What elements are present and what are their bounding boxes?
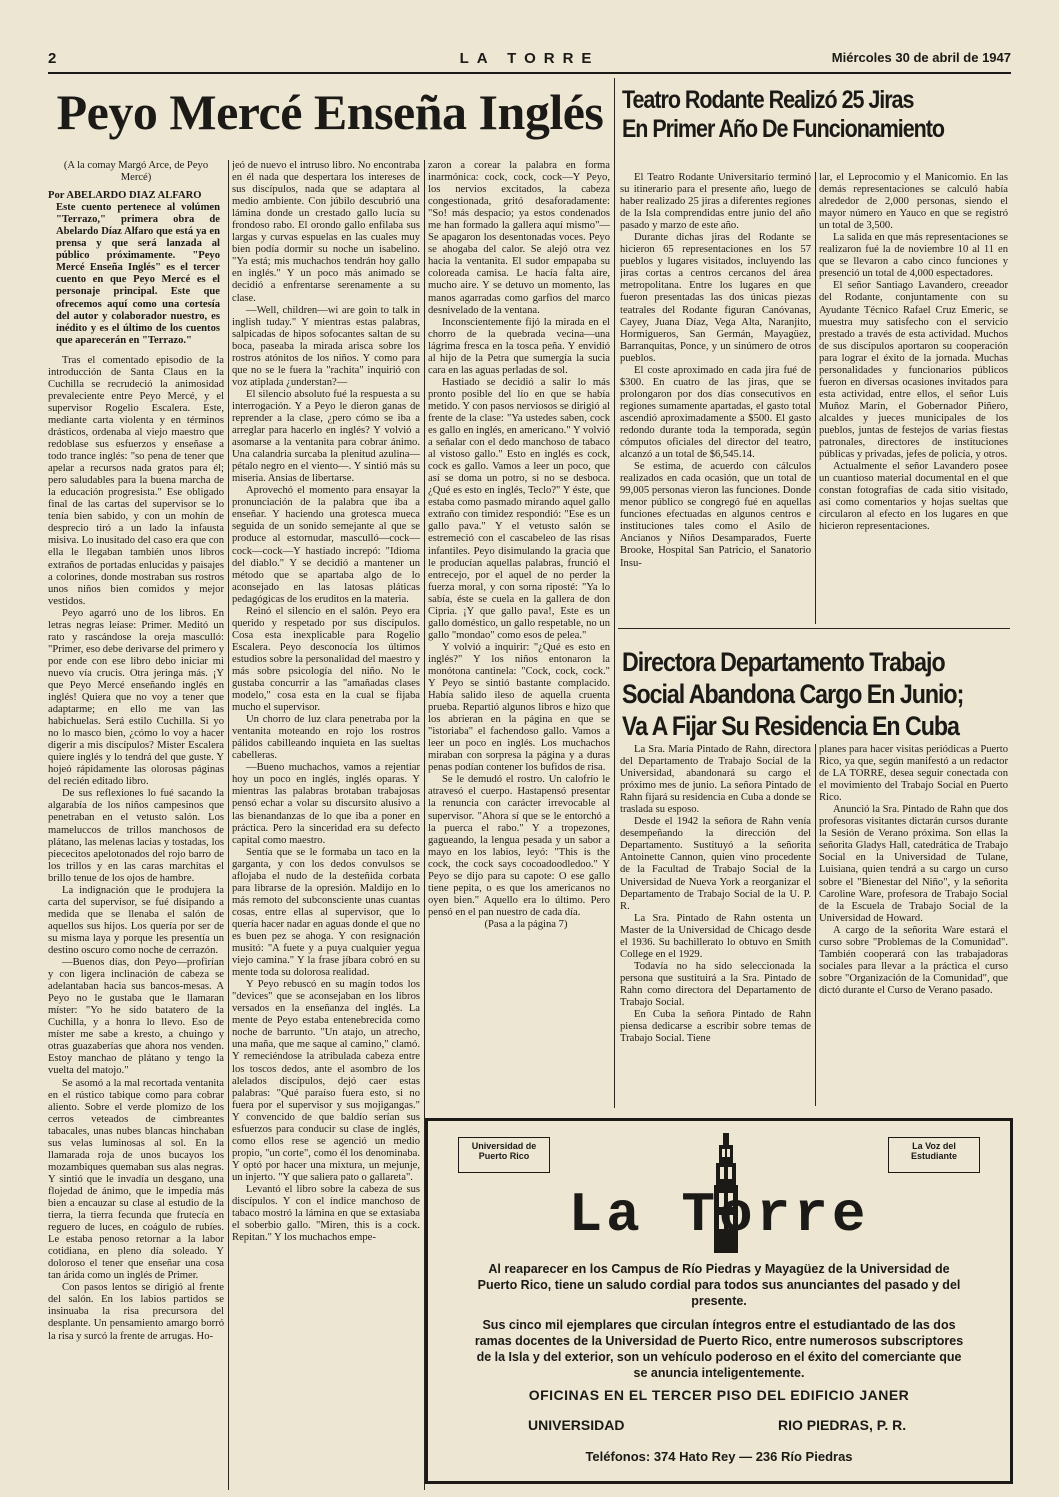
ad-paragraph-2: Sus cinco mil ejemplares que circulan íntegros entre el estudiantado de las dos ramas docentes de la Universidad de Puerto Rico, entre numerosos subscriptores de la Isla y del exterior, son un vehículo poderoso en el éxito del comerciante que se anuncia inteligentemente. (474, 1318, 964, 1380)
paragraph: Hastiado se decidió a salir lo más pronto posible del lío en que se había metido. Y con pasos nerviosos se dirigió al frente de la clase: "Ya ustedes saben, cock es gallo en inglés, en americano." Y volvió a señalar con el dedo manchoso de tabaco al vistoso gallo." Esto en inglés es cock, cock es gallo. Vamos a leer un poco, que así se doma un potro, si no se desboca. ¿Qué es esto en inglés, Teclo?" Y éste, que estaba como pasmado mirando aquel gallo extraño con timidez respondió: "Ese es un gallo pava." Y el vetusto salón se estremeció con el cascabeleo de las risas infantiles. Peyo disimulando la gracia que le producían aquellas palabras, frunció el entrecejo, por el aquel de no perder la fuerza moral, y con sorna riposté: "Ya lo sabía, éste se cuela en la gallera de don Cipria. ¡Y que gallo pava!, Este es un gallo doméstico, un gallo respetable, no un gallo "mondao" como esos de pelea." (428, 376, 610, 641)
paragraph: Inconscientemente fijó la mirada en el chorro de la quebrada vecina—una lágrima fresca en la tosca peña. Y envidió al hijo de la Petra que sumergía la sucia cara en las aguas perladas de sol. (428, 316, 610, 376)
article1-column-3 (428, 160, 610, 1100)
paragraph: Reinó el silencio en el salón. Peyo era querido y respetado por sus discípulos. Cosa esta inexplicable para Rogelio Escalera. Peyo desconocía los últimos estudios sobre la personalidad del maestro y más sobre psicología del niño. No le gustaba concurrir a las "amañadas clases modelo," cosa esta en la cual se fijaba mucho el supervisor. (232, 605, 420, 714)
paragraph: A cargo de la señorita Ware estará el curso sobre "Problemas de la Comunidad". También cooperará con las trabajadoras sociales para llevar a la práctica el curso sobre "Organización de la Comunidad", que dictó durante el Curso de Verano pasado. (819, 924, 1008, 996)
ad-offices: OFICINAS EN EL TERCER PISO DEL EDIFICIO JANER (528, 1387, 910, 1403)
paragraph: Con pasos lentos se dirigió al frente del salón. En los labios partidos se insinuaba la risa precursora del desplante. Un pensamiento amargo borró la risa y surcó la frente de arrugas. Ho- (48, 1282, 224, 1342)
byline: Por ABELARDO DIAZ ALFARO (48, 190, 202, 202)
column-divider (815, 172, 816, 624)
paragraph: Peyo agarró uno de los libros. En letras negras leíase: Primer. Meditó un rato y rascándose la oreja masculló: "Primer, eso debe derivarse del primero y por ende con ese libro debo iniciar mi nuevo vía crucis. Otra jeringa más. ¡Y que Peyo Mercé enseñando inglés en inglés! Quiera que no voy a tener que adaptarme; en ello me van las habichuelas. Será estilo Cuchilla. Si yo no lo masco bien, ¿cómo lo voy a hacer digerir a mis discípulos? Mister Escalera quiere inglés y lo tendrá del que guste. Y hojeó rápidamente las olorosas páginas del recién editado libro. (48, 607, 224, 788)
intro-note: Este cuento pertenece al volúmen "Terrazo," primera obra de Abelardo Díaz Alfaro que está ya en prensa y que será lanzada al público próximamente. "Peyo Mercé Enseña Inglés" es el tercer cuento en que Peyo Mercé es el personaje principal. Este que ofrecemos aquí como una cortesía del autor y colaborador nuestro, es inédito y es el último de los cuentos que aparecerán en "Terrazo." (56, 202, 220, 346)
paragraph: En Cuba la señora Pintado de Rahn piensa dedicarse a escribir sobre temas de Trabajo Social. Tiene (620, 1009, 811, 1045)
paragraph: jeó de nuevo el intruso libro. No encontraba en él nada que despertara los intereses de sus discípulos, nada que se adaptara al medio ambiente. Con júbilo descubrió una lámina donde un crestado gallo lucía su frondoso rabo. El orondo gallo enfilaba sus largas y curvas espuelas en las cuales muy bien podía dormir su noche un isabelino. "Ya está; mis muchachos tendrán hoy gallo en inglés." Y un poco más animado se decidió a enfrentarse serenamente a su clase. (232, 160, 420, 304)
paragraph: Y Peyo rebuscó en su magín todos los "devices" que se aconsejaban en los libros versados en la enseñanza del inglés. La mente de Peyo estaba entenebrecida como noche de barrunto. "Un atajo, un atrecho, una maña, que me saque al camino," clamó. Y remeciéndose la atribulada cabeza entre los toscos dedos, ante el asombro de los alelados discípulos, dejó caer estas palabras: "Qué paraíso fuera esto, si no fuera por el supervisor y sus mojigangas." Y convencido de que baldío serían sus esfuerzos para conducir su clase de inglés, como ellos rese se agenció un medio propio, "un corte", como él los denominaba. Y optó por hacer una mixtura, un mejunje, un injerto. "Y que saliera pato o gallareta". (232, 979, 420, 1183)
article1-column-2 (232, 160, 420, 1492)
paragraph: Aprovechó el momento para ensayar la pronunciación de la palabra que iba a enseñar. Y haciendo una grotesca mueca seguida de un sonido semejante al que se produce al estornudar, masculló—cock—cock—cock—Y hastiado increpó: "Idioma del diablo." Y se decidió a mantener un método que se apartaba algo de lo aconsejado en las latosas pláticas pedagógicas de los eruditos en la materia. (232, 485, 420, 605)
masthead (48, 50, 1011, 72)
paragraph: De sus reflexiones lo fué sacando la algarabía de los niños campesinos que penetraban en el vetusto salón. Los mameluccos de trillos manchosos de plátano, las melenas lacias y tostadas, los piececitos apelotonados del rojo barro de los trillos y en las caras marchitas el brillo tenue de los ojos de hambre. (48, 788, 224, 884)
paragraph: La Sra. María Pintado de Rahn, directora del Departamento de Trabajo Social de la Universidad, abandonará su cargo el próximo mes de junio. La señora Pintado de Rahn fijará su residencia en Cuba a donde se traslada su esposo. (620, 744, 811, 816)
article2-column-1 (620, 172, 811, 624)
paragraph: —Well, children—wi are goin to talk in inglish tuday." Y mientras estas palabras, salpicadas de hipos sofocantes saltan de su boca, paseaba la mirada arisca sobre los rostros atónitos de los niños. Y como para que no se le fuera la "rachita" inquirió con voz atiplada ¿understan?— (232, 304, 420, 388)
ad-place-left: UNIVERSIDAD (528, 1417, 625, 1433)
page-number: 2 (48, 50, 57, 67)
paragraph: Levantó el libro sobre la cabeza de sus discípulos. Y con el índice manchoso de tabaco mostró la lámina en que se extasiaba el soberbio gallo. "Miren, this is a cock. Repitan." Y los muchachos empe- (232, 1183, 420, 1244)
paragraph: La Sra. Pintado de Rahn ostenta un Master de la Universidad de Chicago desde el 1936. Su bachillerato lo obtuvo en Smith College en el 1929. (620, 912, 811, 960)
la-torre-logo: La Torre (568, 1183, 870, 1247)
paragraph: Se estima, de acuerdo con cálculos realizados en cada ocasión, que un total de 99,005 personas vieron las funciones. Donde menor público se congregó fué en aquellas funciones efectuadas en algunos centros e instituciones tales como el Asilo de Ancianos y Niños Desamparados, Fuerte Brooke, Hospital San Patricio, el Sanatorio Insu- (620, 461, 811, 569)
article-headline-teatro: Teatro Rodante Realizó 25 Jiras En Primer Año De Funcionamiento (622, 86, 945, 143)
column-divider (614, 78, 615, 1108)
ad-phones: Teléfonos: 374 Hato Rey — 236 Río Piedras (585, 1449, 853, 1464)
paragraph: El coste aproximado en cada jira fué de $300. En cuatro de las jiras, que se prolongaron por dos días consecutivos en regiones sumamente apartadas, el gasto total ascendió aproximadamente a $500. El gasto redondo durante toda la temporada, según cómputos oficiales del director del teatro, alcanzó a un total de $6,545.14. (620, 364, 811, 461)
dedication: (A la comay Margó Arce, de Peyo Mercé) (63, 160, 209, 184)
paragraph: Anunció la Sra. Pintado de Rahn que dos profesoras visitantes dictarán cursos durante la Sesión de Verano próxima. Son ellas la señorita Gladys Hall, catedrática de Trabajo Social en la Universidad de Tulane, Luisiana, quien tendrá a su cargo un curso sobre el "Bienestar del Niño", y la señorita Caroline Ware, profesora de Trabajo Social de la Escuela de Trabajo Social de la Universidad de Howard. (819, 804, 1008, 924)
university-box: Universidad de Puerto Rico (458, 1137, 550, 1173)
paragraph: Se le demudó el rostro. Un calofrío le atravesó el cuerpo. Hastapensó presentar la renuncia con carácter irrevocable al supervisor. "Ahora sí que se le entorchó a la puerca el rabo." Y a tropezones, gagueando, la lengua pesada y un sabor a mayo en los labios, leyó: "This is the cock, the cock says cocoadoodledoo." Y Peyo se dijo para su capote: O ese gallo tiene pepita, o es que los americanos no oyen bien." Aquello era lo último. Pero pensó en el pan nuestro de cada día. (428, 774, 610, 918)
issue-date: Miércoles 30 de abril de 1947 (831, 50, 1011, 65)
paragraph: Desde el 1942 la señora de Rahn venía desempeñando la dirección del Departamento. Sustituyó a la señorita Antoinette Cannon, quien vino procedente de la Facultad de Trabajo Social de la Universidad de Nueva York a reorganizar el Departamento de Trabajo Social de la U. P. R. (620, 816, 811, 912)
article-headline-directora: Directora Departamento Trabajo Social Abandona Cargo En Junio; Va A Fijar Su Residencia En Cuba (622, 647, 964, 741)
paragraph: Durante dichas jiras del Rodante se hicieron 65 representaciones en los 57 pueblos y lugares visitados, incluyendo las jiras cortas a centros cercanos del área metropolitana. Entre los lugares en que fueron presentadas las dos únicas piezas teatrales del Rodante figuran Canóvanas, Cayey, Juana Díaz, Vega Alta, Naranjito, Hormigueros, San Germán, Mayagüez, Barranquitas, Ponce, y un sinúmero de otros pueblos. (620, 232, 811, 364)
paragraph: —Buenos días, don Peyo—profirían y con ligera inclinación de cabeza se adelantaban hacia sus bancos-mesas. A Peyo no le gustaba que le llamaran míster: "Yo he sido batatero de la Cuchilla, y a honra lo llevo. Eso de míster me sabe a kresto, a chuingo y otras guazaberías que ahora nos venden. Estoy manchao de plátano y tengo la vuelta del matojo." (48, 957, 224, 1077)
article3-column-2 (819, 744, 1008, 1106)
paragraph: zaron a corear la palabra en forma inarmónica: cock, cock, cock—Y Peyo, los nervios excitados, la cabeza congestionada, gritó desaforadamente: "So! más despacio; ya estos condenados me han formado la gallera aquí mismo"—Se apagaron los desentonadas voces. Peyo se ahogaba del calor. Se alejó otra vez hacia la ventanita. El sudor empapaba su coloreada camisa. Le hacía falta aire, mucho aire. Y se detuvo un momento, las manos agarradas como garfios del marco desnivelado de la ventana. (428, 160, 610, 316)
column-divider (815, 744, 816, 1106)
article-headline-peyo: Peyo Mercé Enseña Inglés (56, 84, 604, 140)
article2-column-2 (819, 172, 1008, 624)
paragraph: El Teatro Rodante Universitario terminó su itinerario para el presente año, luego de haber realizado 25 jiras a diferentes regiones de la Isla comprendidas entre junio del año pasado y marzo de este año. (620, 172, 811, 232)
paragraph: La salida en que más representaciones se realizaron fué la de noviembre 10 al 11 en que se llevaron a cabo cinco funciones y presenció un total de 4,000 espectadores. (819, 232, 1008, 280)
column-divider (228, 160, 229, 1490)
masthead-rule (48, 72, 1011, 74)
paragraph: Se asomó a la mal recortada ventanita en el rústico tabique como para cobrar aliento. Sobre el verde plomizo de los cerros veteados de cimbreantes tabacales, unas nubes blancas hinchaban sus velas luminosas al sol. En la llamarada roja de unos bucayos los mozambiques quemaban sus alas negras. Y sintió que le invadía un desgano, una flojedad de ánimo, que le impedía más bien a encauzar su clase al estudio de la tierra, la tierra fecunda que frutecía en reguero de luces, en coágulo de rubíes. Le estaba penoso retornar a la labor cotidiana, en pleno día soleado. Y doloroso el tener que enseñar una cosa tan árida como un inglés de Primer. (48, 1077, 224, 1282)
paragraph: Un chorro de luz clara penetraba por la ventanita moteando en rojo los rostros pálidos cabilleando inquieta en las sueltas cabelleras. (232, 714, 420, 762)
paragraph: Tras el comentado episodio de la introducción de Santa Claus en la Cuchilla se recrudeció la animosidad prevaleciente entre Peyo Mercé, y el supervisor Rogelio Escalera. Este, mediante carta violenta y en términos drásticos, ordenaba al viejo maestro que redoblase sus esfuerzos y enseñase a todo trance inglés: "so pena de tener que apelar a recursos nada gratos para él; pero saludables para la buena marcha de la educación progresista." Ese obligado final de las cartas del supervisor se lo tenía bien sabido, y con un mohín de desprecio tiró a un lado la infausta misiva. Lo inusitado del caso era que con ella le llegaban también unos libros extraños de portadas enlucidas y paisajes a colorines, donde mostraban sus rostros unos niños bien comidos y mejor vestidos. (48, 354, 224, 607)
la-torre-advertisement (425, 1118, 1013, 1484)
paragraph: Sentía que se le formaba un taco en la garganta, y con los dedos convulsos se aflojaba el nudo de la desteñida corbata para librarse de la opresión. Maldijo en lo más remoto del subconsciente unas cuantas cosas, entre ellas al supervisor, que lo quería hacer nadar en aguas donde el que no es buen pez se ahoga. Y con resignación musitó: "A fuete y a puya cualquier yegua viejo camina." Y la frase jíbara cobró en su mente toda su dolorosa realidad. (232, 846, 420, 979)
paragraph: Y volvió a inquirir: "¿Qué es esto en inglés?" Y los niños entonaron la monótona cantinela: "Cock, cock, cock." Y Peyo se sintió bastante complacido. Había salido ileso de aquella cruenta prueba. Repartió algunos libros e hizo que los abrieran en la página en que se "istoriaba" el fachendoso gallo. Vamos a leer un poco en inglés. Los muchachos miraban con sorpresa la página y a duras penas podían contener los bufidos de risa. (428, 641, 610, 774)
paragraph: El silencio absoluto fué la respuesta a su interrogación. Y a Peyo le dieron ganas de reprender a la clase, ¿pero cómo se iba a arreglar para hacerlo en inglés? Y volvió a asomarse a la ventanita para cobrar ánimo. Una calandria surcaba la plenitud azulina—pétalo negro en el viento—. Y sintió más su miseria. Ansias de libertarse. (232, 388, 420, 485)
continued-note: (Pasa a la página 7) (484, 918, 568, 930)
paragraph: Todavía no ha sido seleccionada la persona que sustituirá a la Sra. Pintado de Rahn como directora del Departamento de Trabajo Social. (620, 960, 811, 1008)
paragraph: La indignación que le produjera la carta del supervisor, se fué disipando a medida que se llenaba el salón de aquellos sus hijos. Los quería por ser de su misma laya y porque les presentía un destino oscuro como noche de cerrazón. (48, 884, 224, 956)
paragraph: El señor Santiago Lavandero, creeador del Rodante, conjuntamente con su Ayudante Técnico Rafael Cruz Emeric, se muestra muy satisfecho con el servicio prestado a través de esta actividad. Muchos de sus discípulos aportaron su cooperación para lograr el éxito de la jornada. Muchas personalidades y funcionarios públicos fueron en diversas ocasiones invitados para esta actividad, entre ellos, el señor Luis Muñoz Marín, el Gobernador Piñero, alcaldes y jueces municipales de los pueblos, juntas de festejos de varias fiestas patronales, directores de instituciones públicas y privadas, jefes de policía, y otros. (819, 280, 1008, 461)
student-voice-box: La Voz del Estudiante (888, 1137, 980, 1173)
paragraph: lar, el Leprocomio y el Manicomio. En las demás representaciones se calculó había alrededor de 2,000 personas, siendo el mayor número en Yauco en que se registró un total de 3,500. (819, 172, 1008, 232)
article-divider (618, 628, 1010, 629)
ad-place-right: RIO PIEDRAS, P. R. (778, 1417, 907, 1433)
paragraph: Actualmente el señor Lavandero posee un cuantioso material documental en el que constan fotografías de cada sitio visitado, así como comentarios y hojas sueltas que circularon al efecto en los lugares en que hicieron representaciones. (819, 461, 1008, 533)
article1-column-1 (48, 160, 224, 1492)
paragraph: —Bueno muchachos, vamos a rejentiar hoy un poco en inglés, inglés oparas. Y mientras las palabras brotaban trabajosas pensó echar a volar su discursito alusivo a las bienandanzas de lo que iba a poner en práctica. Pero la sinceridad era su defecto capital como maestro. (232, 762, 420, 846)
paragraph: planes para hacer visitas periódicas a Puerto Rico, ya que, según manifestó a un redactor de LA TORRE, desea seguir conectada con el movimiento del Trabajo Social en Puerto Rico. (819, 744, 1008, 804)
article3-column-1 (620, 744, 811, 1106)
ad-paragraph-1: Al reaparecer en los Campus de Río Piedras y Mayagüez de la Universidad de Puerto Rico, tiene un saludo cordial para todos sus anunciantes del pasado y del presente. (477, 1262, 961, 1308)
paper-name: LA TORRE (459, 50, 600, 67)
